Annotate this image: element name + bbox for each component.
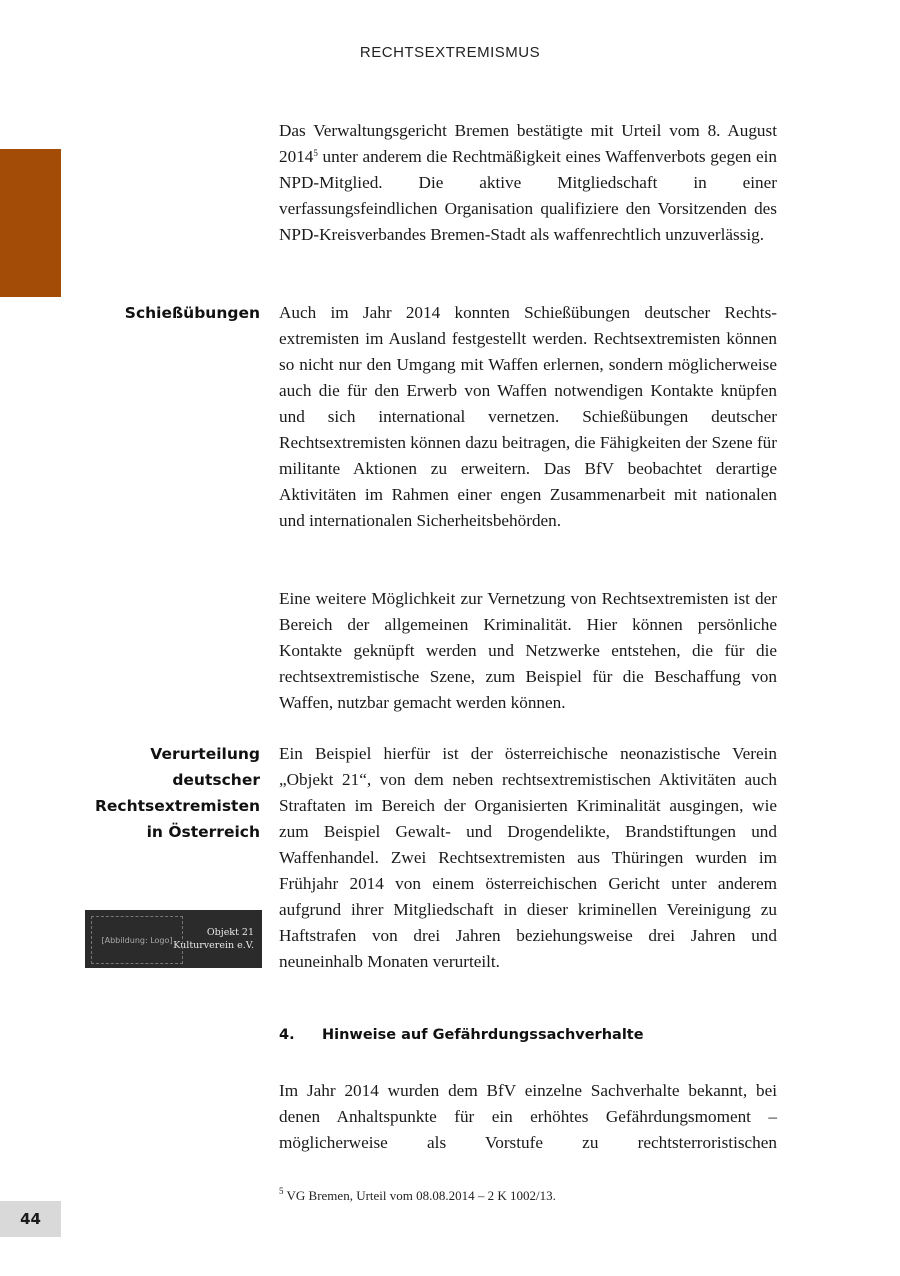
image-placeholder: [Abbildung: Logo]	[91, 916, 183, 964]
paragraph-text: Das Verwaltungsgericht Bremen bestätigte mit Urteil vom 8. August 2014	[279, 121, 777, 166]
section-title: Hinweise auf Gefährdungssachverhalte	[322, 1027, 644, 1043]
section-heading	[279, 1027, 644, 1043]
footnote-text: VG Bremen, Urteil vom 08.08.2014 – 2 K 1002/13.	[283, 1188, 556, 1203]
footnote-ref[interactable]: 5	[313, 148, 318, 158]
heading-line: in Österreich	[146, 823, 260, 841]
paragraph-schiessuebungen: Auch im Jahr 2014 konnten Schießübungen deutscher Rechtsextremisten im Ausland festgestellt werden. Rechtsextremisten können so nicht nur den Umgang mit Waffen erlernen, sondern möglicherweise auch die für den Erwerb von Waffen notwendigen Kontakte knüpfen und sich international vernetzen. Schießübungen deutscher Rechtsextremisten können dazu beitragen, die Fähigkeiten der Szene für militante Aktionen zu erweitern. Das BfV beobachtet derartige Aktivitäten im Rahmen einer engen Zusammenarbeit mit nationalen und internationalen Sicherheitsbehörden.	[279, 303, 777, 530]
paragraph-kriminalitaet: Eine weitere Möglichkeit zur Vernetzung von Rechtsextremisten ist der Bereich der allgemeinen Kriminalität. Hier können persönliche Kontakte geknüpft werden und Netzwerke entstehen, die für die rechtsextremistische Szene, zum Beispiel für die Beschaffung von Waffen, nutzbar gemacht werden können.	[279, 589, 777, 712]
heading-line: Rechtsextremisten	[94, 797, 260, 815]
heading-line: Verurteilung	[150, 745, 260, 763]
paragraph-gefaehrdung: Im Jahr 2014 wurden dem BfV einzelne Sachverhalte bekannt, bei denen Anhaltspunkte für ein erhöhtes Gefährdungsmoment – möglicherweise als Vorstufe zu rechtsterroristischen	[279, 1081, 777, 1152]
heading-line: deutscher	[172, 771, 260, 789]
running-head: RECHTSEXTREMISMUS	[359, 44, 541, 61]
page-number: 44	[0, 1201, 61, 1237]
section-number: 4.	[279, 1027, 295, 1043]
footnote-marker: 5	[279, 1186, 284, 1196]
figure-caption: Objekt 21 Kulturverein e.V.	[173, 927, 254, 951]
footnote	[279, 1188, 556, 1204]
paragraph-waffenverbot	[279, 118, 777, 248]
paragraph-objekt21: Ein Beispiel hierfür ist der österreichische neonazistische Verein „Objekt 21“, von dem neben rechtsextremistischen Aktivitäten auch Straftaten im Bereich der Organisierten Kriminalität ausgingen, wie zum Beispiel Gewalt- und Drogendelikte, Brandstiftungen und Waffenhandel. Zwei Rechtsextremisten aus Thüringen wurden im Frühjahr 2014 von einem österreichischen Gericht unter anderem aufgrund ihrer Mitgliedschaft in dieser kriminellen Vereinigung zu Haftstrafen von drei Jahren beziehungsweise drei Jahren und neuneinhalb Monaten verurteilt.	[279, 744, 777, 971]
chapter-color-tab	[0, 149, 61, 297]
figure-objekt21-banner	[85, 910, 262, 968]
paragraph-text: unter anderem die Rechtmäßigkeit eines Waffenverbots gegen ein NPD-Mitglied. Die aktive Mitgliedschaft in einer verfassungsfeindlichen Organisation qualifiziere den Vorsitzenden des NPD-Kreisverbandes Bremen-Stadt als waffenrechtlich unzuverlässig.	[279, 147, 777, 244]
margin-heading-schiessuebungen: Schießübungen	[124, 304, 260, 322]
margin-heading-verurteilung	[95, 741, 260, 845]
